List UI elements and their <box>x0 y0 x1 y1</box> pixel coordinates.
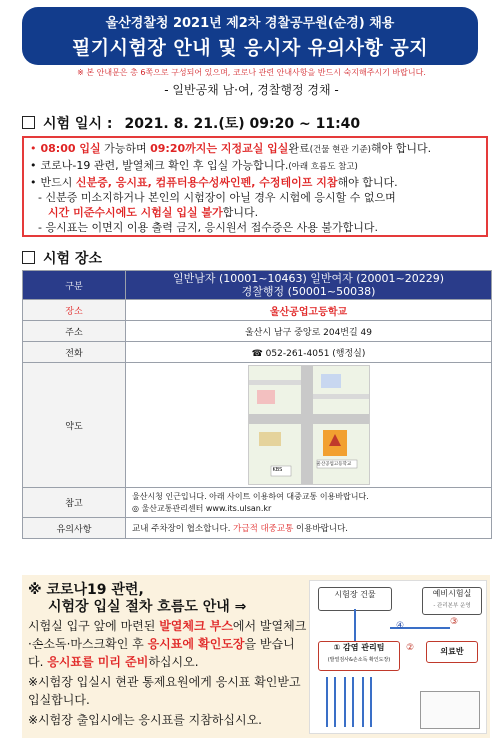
venue-table <box>22 270 492 539</box>
table-row <box>23 488 492 518</box>
rule-2: • 코로나-19 관련, 발열체크 확인 후 입실 가능합니다.(아래 흐름도 참고) <box>30 159 358 172</box>
header-value-2: 경찰행정 (50001~50038) <box>241 285 376 298</box>
flow-medical: 의료반 <box>426 641 478 663</box>
subtitle: - 일반공채 남·여, 경찰행정 경채 - <box>164 83 339 97</box>
row-label: 유의사항 <box>23 518 126 539</box>
title-line-2: 필기시험장 안내 및 응시자 유의사항 공지 <box>71 37 429 59</box>
exam-date: 2021. 8. 21.(토) 09:20 ~ 11:40 <box>124 116 361 132</box>
header-value-1: 일반남자 (10001~10463) 일반여자 (20001~20229) <box>172 272 445 285</box>
location-map <box>248 365 370 485</box>
covid-paragraph-2: ※시험장 입실시 현관 통제요원에게 응시표 확인받고 입실합니다. <box>28 675 301 707</box>
reference-text: 울산시청 인근입니다. 아래 사이트 이용하여 대중교통 이용바랍니다. <box>132 491 369 501</box>
header-label: 구분 <box>23 271 126 300</box>
flow-corridor <box>362 677 372 727</box>
title-line-1: 울산경찰청 2021년 제2차 경찰공무원(순경) 채용 <box>105 16 395 31</box>
flow-step-4: ④ <box>396 621 405 631</box>
row-label: 약도 <box>23 363 126 488</box>
flow-reserve-room: 예비시험실 - 관리본부 운영 <box>422 587 482 615</box>
rules-box <box>22 136 488 237</box>
rule-4b: 시간 미준수시에도 시험실 입실 불가합니다. <box>48 206 259 219</box>
table-row <box>23 342 492 363</box>
address-value: 울산시 남구 중앙로 204번길 49 <box>126 321 492 342</box>
rule-5: - 응시표는 이면지 이용 출력 금지, 응시원서 접수증은 사용 불가합니다. <box>38 221 378 234</box>
row-label: 장소 <box>23 300 126 321</box>
covid-title-1: ※ 코로나19 관련, <box>28 582 144 598</box>
flow-step-3: ③ <box>450 617 459 627</box>
reference-link[interactable]: ◎ 울산교통관리센터 www.its.ulsan.kr <box>132 503 272 513</box>
table-row <box>23 363 492 488</box>
covid-paragraph-3: ※시험장 출입시에는 응시표를 지참하십시오. <box>28 713 262 727</box>
title-banner <box>22 7 478 65</box>
venue-name: 울산공업고등학교 <box>126 300 492 321</box>
rule-1: • 08:00 입실 가능하며 09:20까지는 지정교실 입실완료(건물 현관 기준)해야 합니다. <box>30 142 432 155</box>
checkbox-icon <box>22 116 35 129</box>
table-row <box>23 518 492 539</box>
map-label-school: 울산공업고등학교 <box>316 462 352 467</box>
phone-value: ☎ 052-261-4051 (행정실) <box>126 342 492 363</box>
header-value <box>126 271 492 300</box>
venue-header-row <box>23 271 492 300</box>
table-row <box>23 321 492 342</box>
flowchart <box>309 580 487 734</box>
caution-value: 교내 주차장이 협소합니다. 가급적 대중교통 이용바랍니다. <box>126 518 492 539</box>
rule-4: - 신분증 미소지하거나 본인의 시험장이 아닐 경우 시험에 응시할 수 없으며 <box>38 191 396 204</box>
notice-text: ※ 본 안내문은 총 6쪽으로 구성되어 있으며, 코로나 관련 안내사항을 반드시 숙지해주시기 바랍니다. <box>77 68 426 77</box>
checkbox-icon <box>22 251 35 264</box>
row-label: 전화 <box>23 342 126 363</box>
reference-value <box>126 488 492 518</box>
venue-heading: 시험 장소 <box>22 248 102 268</box>
flow-corridor <box>344 677 354 727</box>
rule-3: • 반드시 신분증, 응시표, 컴퓨터용수성싸인펜, 수정테이프 지참해야 합니다. <box>30 176 398 189</box>
flow-corridor <box>326 677 336 727</box>
schedule-heading: 시험 일시 : 2021. 8. 21.(토) 09:20 ~ 11:40 <box>22 113 360 133</box>
flow-checkpoint: ① 감염 관리팀 (발열검사&손소독 확인도장) <box>318 641 400 671</box>
flow-building: 시험장 건물 <box>318 587 392 611</box>
covid-text <box>28 617 308 729</box>
covid-paragraph-1: 시험실 입구 앞에 마련된 발열체크 부스에서 발열체크·손소독·마스크확인 후 응시표에 확인도장을 받습니다. 응시표를 미리 준비하십시오. <box>28 619 307 669</box>
map-label-kbs: KBS <box>272 467 283 473</box>
flow-step-2: ② <box>406 643 415 653</box>
flow-notes-box <box>420 691 480 729</box>
row-label: 주소 <box>23 321 126 342</box>
row-label: 참고 <box>23 488 126 518</box>
covid-title-2: 시험장 입실 절차 흐름도 안내 ⇒ <box>48 599 247 615</box>
map-cell <box>126 363 492 488</box>
table-row <box>23 300 492 321</box>
covid-section <box>22 575 490 738</box>
